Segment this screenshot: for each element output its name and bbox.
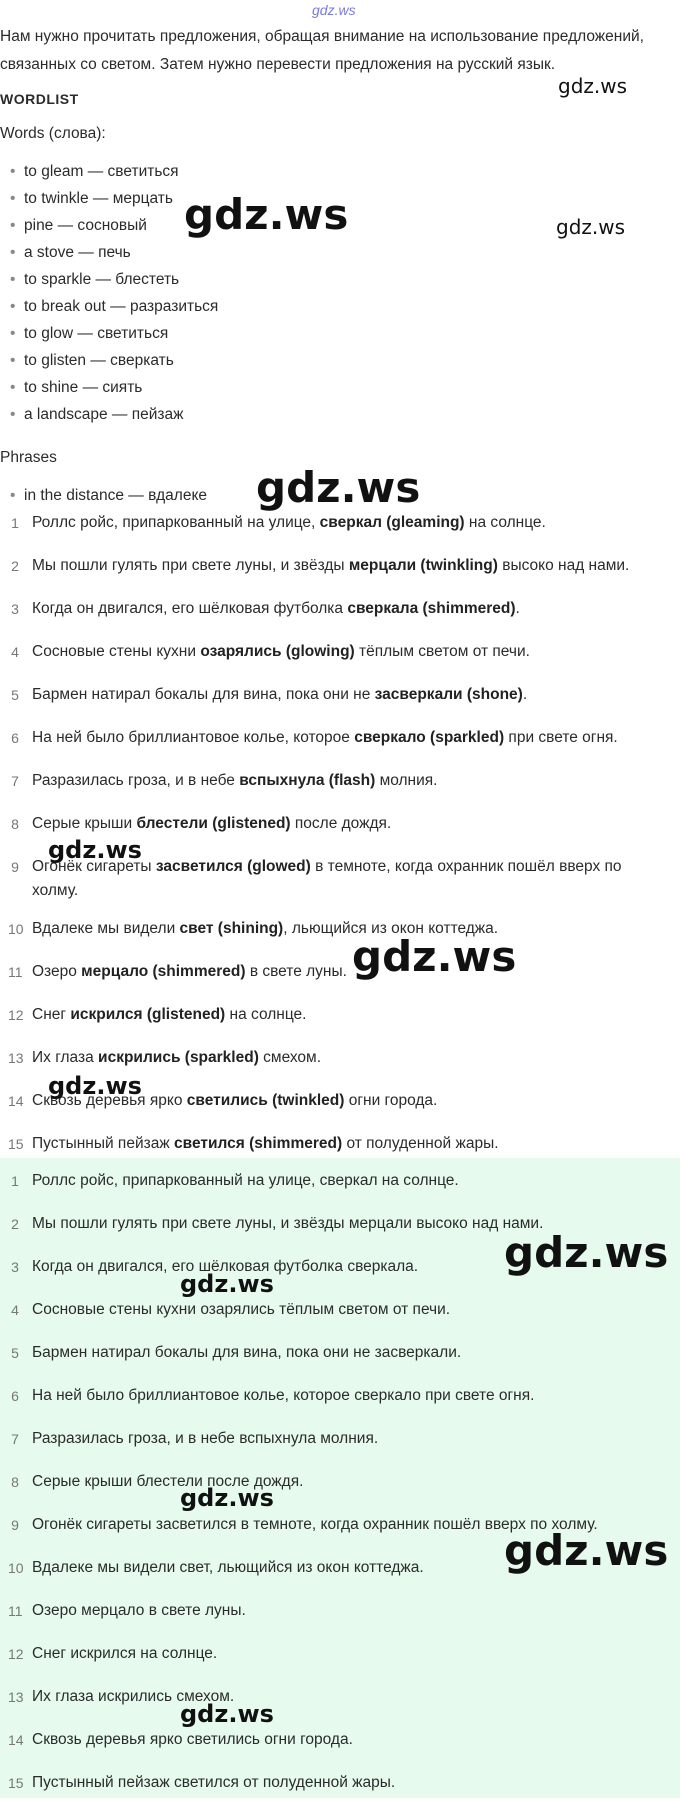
sentence-number: 13	[8, 1689, 24, 1705]
watermark: gdz.ws	[180, 1484, 274, 1512]
highlighted-term: сверкала (shimmered)	[347, 600, 516, 617]
translation-row	[0, 597, 680, 640]
list-item-text: a landscape — пейзаж	[24, 406, 184, 423]
sentence-number: 10	[8, 1560, 24, 1576]
sentence-text: Бармен натирал бокалы для вина, пока они не засверкали (shone).	[32, 686, 528, 703]
sentence-text: Пустынный пейзаж светился от полуденной жары.	[32, 1774, 396, 1791]
translation-row	[0, 1642, 680, 1685]
words-label: Words (слова):	[0, 125, 106, 142]
highlighted-term: светились (twinkled)	[186, 1092, 345, 1109]
translation-row	[0, 917, 680, 960]
translation-row	[0, 1298, 680, 1341]
highlighted-term: сверкало (sparkled)	[354, 729, 505, 746]
list-item-text: in the distance — вдалеке	[24, 487, 208, 504]
sentence-text: На ней было бриллиантовое колье, которое сверкало при свете огня.	[32, 1387, 535, 1404]
sentence-number: 9	[11, 1517, 19, 1533]
highlighted-term: блестели (glistened)	[136, 815, 291, 832]
list-item-text: to glow — светиться	[24, 325, 169, 342]
sentence-text: Когда он двигался, его шёлковая футболка сверкала.	[32, 1258, 419, 1275]
highlighted-term: засверкали (shone)	[374, 686, 523, 703]
list-item-text: to twinkle — мерцать	[24, 190, 173, 207]
bullet-icon: •	[10, 217, 16, 234]
highlighted-term: мерцало (shimmered)	[81, 963, 246, 980]
sentence-text: Серые крыши блестели после дождя.	[32, 1473, 304, 1490]
sentence-text: Сквозь деревья ярко светились огни города.	[32, 1731, 353, 1748]
sentence-number: 13	[8, 1050, 24, 1066]
sentence-number: 11	[8, 964, 23, 980]
watermark: gdz.ws	[504, 1526, 669, 1575]
watermark: gdz.ws	[556, 215, 626, 239]
list-item	[10, 401, 218, 428]
sentence-text: Вдалеке мы видели свет (shining), льющийся из окон коттеджа.	[32, 920, 499, 937]
highlighted-term: искрились (sparkled)	[98, 1049, 259, 1066]
translation-row	[0, 1169, 680, 1212]
watermark: gdz.ws	[184, 190, 349, 239]
list-item-text: a stove — печь	[24, 244, 131, 261]
list-item-text: to gleam — светиться	[24, 163, 179, 180]
watermark: gdz.ws	[48, 836, 142, 864]
bullet-icon: •	[10, 325, 16, 342]
sentence-text: Сосновые стены кухни озарялись тёплым светом от печи.	[32, 1301, 451, 1318]
translation-row	[0, 1599, 680, 1642]
translation-row	[0, 1384, 680, 1427]
sentence-text: Огонёк сигареты засветился в темноте, когда охранник пошёл вверх по холму.	[32, 1516, 598, 1533]
task-instruction: Нам нужно прочитать предложения, обращая внимание на использование предложений, связанных со светом. Затем нужно перевести предложения на русский язык.	[0, 28, 644, 73]
bullet-icon: •	[10, 406, 16, 423]
highlighted-term: свет (shining)	[179, 920, 284, 937]
sentence-number: 14	[8, 1732, 24, 1748]
sentence-text: Разразилась гроза, и в небе вспыхнула (flash) молния.	[32, 772, 438, 789]
sentence-text: Разразилась гроза, и в небе вспыхнула молния.	[32, 1430, 379, 1447]
translation-row	[0, 726, 680, 769]
bullet-icon: •	[10, 163, 16, 180]
highlighted-term: мерцали (twinkling)	[348, 557, 498, 574]
list-item	[10, 266, 218, 293]
sentence-text: Их глаза искрились (sparkled) смехом.	[32, 1049, 322, 1066]
bullet-icon: •	[10, 352, 16, 369]
bullet-icon: •	[10, 298, 16, 315]
sentence-text: Мы пошли гулять при свете луны, и звёзды мерцали высоко над нами.	[32, 1215, 544, 1232]
sentence-number: 12	[8, 1646, 24, 1662]
header-watermark: gdz.ws	[312, 2, 356, 18]
sentence-text: Их глаза искрились смехом.	[32, 1688, 235, 1705]
translation-row	[0, 1728, 680, 1771]
sentence-number: 3	[11, 1259, 19, 1275]
sentence-text: Бармен натирал бокалы для вина, пока они не засверкали.	[32, 1344, 462, 1361]
translation-row	[0, 554, 680, 597]
sentence-number: 4	[11, 1302, 19, 1318]
watermark: gdz.ws	[352, 932, 517, 981]
sentence-text: Озеро мерцало (shimmered) в свете луны.	[32, 963, 347, 980]
highlighted-term: засветился (glowed)	[155, 858, 311, 875]
phrases-list	[10, 482, 207, 509]
list-item	[10, 374, 218, 401]
translation-row	[0, 1470, 680, 1513]
list-item	[10, 320, 218, 347]
sentence-text: Снег искрился (glistened) на солнце.	[32, 1006, 307, 1023]
sentence-text: Роллс ройс, припаркованный на улице, сверкал (gleaming) на солнце.	[32, 514, 546, 531]
translation-row	[0, 1003, 680, 1046]
list-item	[10, 293, 218, 320]
sentence-number: 7	[11, 773, 19, 789]
watermark: gdz.ws	[180, 1270, 274, 1298]
sentence-number: 2	[11, 1216, 19, 1232]
translation-row	[0, 1685, 680, 1728]
sentence-number: 5	[11, 1345, 19, 1361]
sentence-text: Серые крыши блестели (glistened) после дождя.	[32, 815, 392, 832]
highlighted-term: сверкал (gleaming)	[319, 514, 465, 531]
sentence-text: Пустынный пейзаж светился (shimmered) от полуденной жары.	[32, 1135, 499, 1152]
list-item-text: to shine — сиять	[24, 379, 143, 396]
translation-row	[0, 855, 680, 917]
watermark: gdz.ws	[180, 1700, 274, 1728]
sentence-text: Снег искрился на солнце.	[32, 1645, 218, 1662]
sentence-text: Сосновые стены кухни озарялись (glowing) тёплым светом от печи.	[32, 643, 530, 660]
list-item	[10, 158, 218, 185]
bullet-icon: •	[10, 190, 16, 207]
sentence-number: 11	[8, 1603, 23, 1619]
phrases-label: Phrases	[0, 449, 57, 466]
sentence-number: 2	[11, 558, 19, 574]
sentence-number: 5	[11, 687, 19, 703]
list-item-text: to break out — разразиться	[24, 298, 219, 315]
highlighted-term: вспыхнула (flash)	[239, 772, 376, 789]
sentence-text: Вдалеке мы видели свет, льющийся из окон коттеджа.	[32, 1559, 424, 1576]
translation-row	[0, 511, 680, 554]
sentence-number: 10	[8, 921, 24, 937]
sentence-number: 8	[11, 1474, 19, 1490]
highlighted-term: искрился (glistened)	[70, 1006, 226, 1023]
sentence-text: На ней было бриллиантовое колье, которое сверкало (sparkled) при свете огня.	[32, 729, 618, 746]
sentence-text: Сквозь деревья ярко светились (twinkled) огни города.	[32, 1092, 438, 1109]
sentence-text: Когда он двигался, его шёлковая футболка сверкала (shimmered).	[32, 600, 520, 617]
sentence-number: 6	[11, 1388, 19, 1404]
sentence-text: Огонёк сигареты засветился (glowed) в темноте, когда охранник пошёл вверх по холму.	[32, 858, 622, 899]
sentence-number: 14	[8, 1093, 24, 1109]
sentence-number: 8	[11, 816, 19, 832]
translation-row	[0, 683, 680, 726]
list-item	[10, 482, 207, 509]
translation-row	[0, 769, 680, 812]
watermark: gdz.ws	[558, 74, 628, 98]
list-item	[10, 347, 218, 374]
sentence-number: 1	[11, 1173, 19, 1189]
sentence-text: Озеро мерцало в свете луны.	[32, 1602, 246, 1619]
highlighted-term: светился (shimmered)	[174, 1135, 343, 1152]
list-item-text: to sparkle — блестеть	[24, 271, 180, 288]
bullet-icon: •	[10, 244, 16, 261]
list-item-text: pine — сосновый	[24, 217, 147, 234]
sentence-text: Мы пошли гулять при свете луны, и звёзды мерцали (twinkling) высоко над нами.	[32, 557, 630, 574]
sentence-number: 12	[8, 1007, 24, 1023]
sentence-number: 4	[11, 644, 19, 660]
translation-row	[0, 1771, 680, 1814]
watermark: gdz.ws	[48, 1072, 142, 1100]
list-item-text: to glisten — сверкать	[24, 352, 174, 369]
sentence-number: 15	[8, 1136, 24, 1152]
sentence-number: 1	[11, 515, 19, 531]
sentence-number: 9	[11, 859, 19, 875]
sentence-number: 3	[11, 601, 19, 617]
wordlist-title: WORDLIST	[0, 91, 79, 107]
sentence-text: Роллс ройс, припаркованный на улице, сверкал на солнце.	[32, 1172, 459, 1189]
sentence-number: 15	[8, 1775, 24, 1791]
bullet-icon: •	[10, 271, 16, 288]
translation-row	[0, 640, 680, 683]
highlighted-term: озарялись (glowing)	[200, 643, 355, 660]
sentence-number: 6	[11, 730, 19, 746]
watermark: gdz.ws	[504, 1228, 669, 1277]
list-item	[10, 239, 218, 266]
bullet-icon: •	[10, 487, 16, 504]
watermark: gdz.ws	[256, 463, 421, 512]
bullet-icon: •	[10, 379, 16, 396]
sentence-number: 7	[11, 1431, 19, 1447]
translation-row	[0, 1341, 680, 1384]
translation-row	[0, 1427, 680, 1470]
translation-row	[0, 960, 680, 1003]
